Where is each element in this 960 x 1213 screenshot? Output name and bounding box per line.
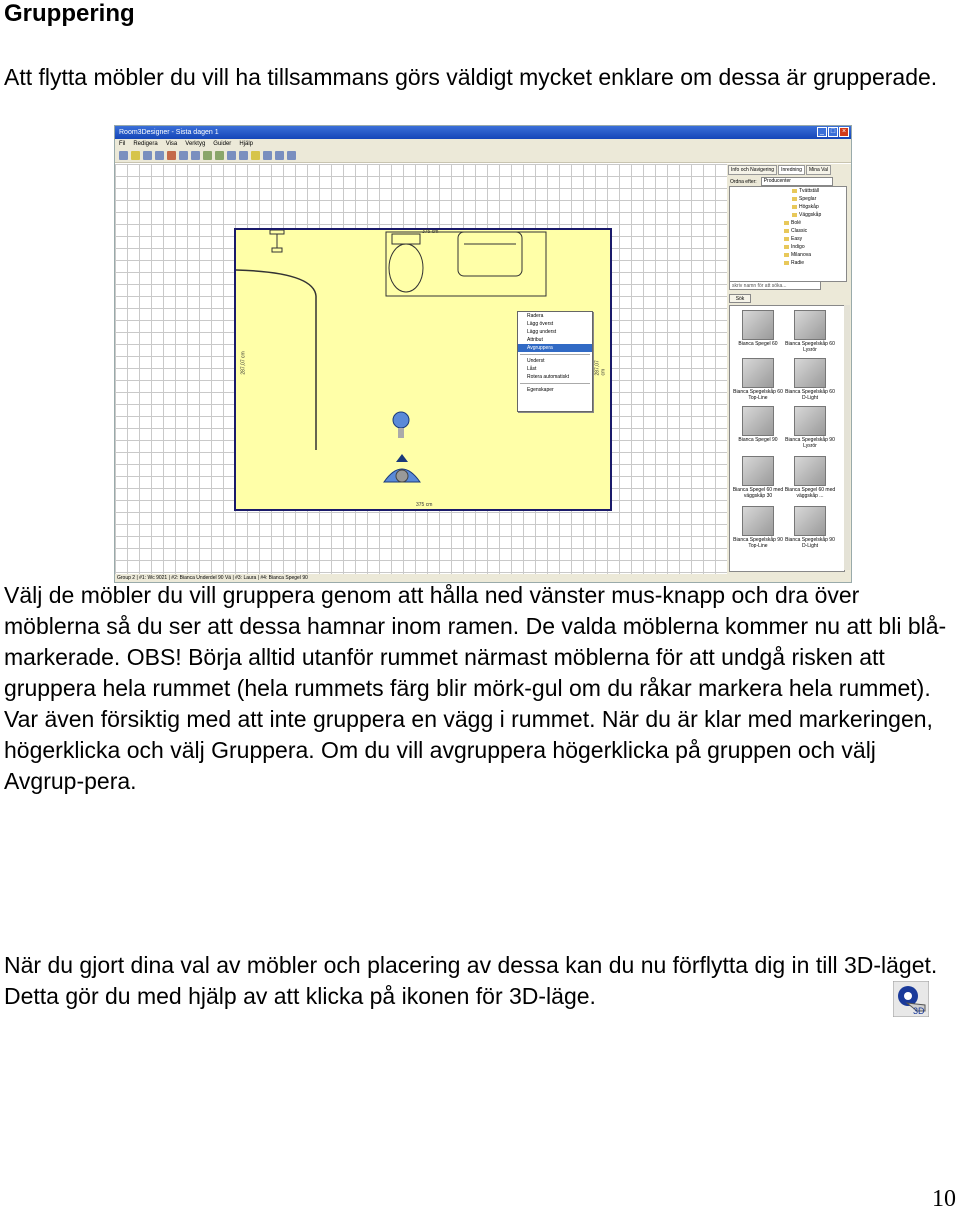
- menu-separator: [520, 354, 590, 355]
- category-tree: [729, 186, 847, 282]
- tab-info[interactable]: Info och Navigering: [728, 165, 777, 175]
- svg-text:3D: 3D: [913, 1006, 925, 1016]
- menu-item-auto-rotate[interactable]: Rotera automatiskt: [527, 374, 569, 380]
- help-icon: [287, 151, 296, 160]
- product-thumbnail: [794, 506, 826, 536]
- 3d-mode-icon: [893, 981, 929, 1017]
- intro-paragraph: Att flytta möbler du vill ha tillsammans görs väldigt mycket enklare om dessa är grupperade.: [4, 64, 938, 90]
- tree-item[interactable]: Radie: [730, 259, 846, 267]
- menu-file: Fil: [119, 141, 126, 147]
- menu-item-locked[interactable]: Låst: [527, 366, 537, 372]
- tree-item[interactable]: Easy: [730, 235, 846, 243]
- dimension-left: 287,07 cm: [240, 351, 247, 375]
- tab-my-choices[interactable]: Mina Val: [806, 165, 831, 175]
- sort-select[interactable]: Producenter: [761, 177, 833, 186]
- product-thumbnail: [794, 310, 826, 340]
- dimension-top: 375 cm: [422, 229, 439, 235]
- product-item[interactable]: Bianca Spegelskåp 60 D-Light: [784, 358, 836, 401]
- redo-icon: [215, 151, 224, 160]
- menu-separator: [520, 383, 590, 384]
- new-icon: [119, 151, 128, 160]
- print-icon: [155, 151, 164, 160]
- product-thumbnail: [794, 358, 826, 388]
- product-thumbnail: [742, 506, 774, 536]
- paste-icon: [191, 151, 200, 160]
- 3d-icon: [275, 151, 284, 160]
- tree-item[interactable]: Väggskåp: [730, 211, 846, 219]
- window-title: Room3Designer - Sista dagen 1: [119, 129, 219, 136]
- status-bar: Group 2 | #1: Wc 9021 | #2: Bianca Underdel 90 Vä | #3: Laura | #4: Bianca Spegel 90: [115, 574, 851, 582]
- product-thumbnail: [794, 456, 826, 486]
- product-item[interactable]: Bianca Spegelskåp 60 Lysrör: [784, 310, 836, 353]
- product-item[interactable]: Bianca Spegelskåp 90 Top-Line: [732, 506, 784, 549]
- product-item[interactable]: Bianca Spegelskåp 90 D-Light: [784, 506, 836, 549]
- window-titlebar: [115, 126, 851, 139]
- product-item[interactable]: Bianca Spegel 60 med väggskåp ...: [784, 456, 836, 499]
- zoom-in-icon: [227, 151, 236, 160]
- menu-item-ungroup[interactable]: Avgruppera: [518, 344, 592, 352]
- context-menu: [517, 311, 593, 412]
- floor-plan-canvas: [115, 164, 727, 574]
- menu-edit: Redigera: [133, 141, 158, 147]
- copy-icon: [179, 151, 188, 160]
- dimension-right: 287,07 cm: [594, 360, 607, 376]
- tree-item[interactable]: Indigo: [730, 243, 846, 251]
- tree-item[interactable]: Classic: [730, 227, 846, 235]
- search-input[interactable]: skriv namn för att söka...: [729, 281, 821, 290]
- product-item[interactable]: Bianca Spegelskåp 90 Lysrör: [784, 406, 836, 449]
- page-number: 10: [932, 1186, 956, 1212]
- open-icon: [131, 151, 140, 160]
- tab-furnishing[interactable]: Inredning: [778, 165, 805, 175]
- app-screenshot: [114, 125, 852, 583]
- menu-item-delete[interactable]: Radera: [527, 313, 544, 319]
- undo-icon: [203, 151, 212, 160]
- menu-item-bottom[interactable]: Underst: [527, 358, 545, 364]
- product-thumbnail: [742, 358, 774, 388]
- product-item[interactable]: Bianca Spegel 90: [732, 406, 784, 443]
- menu-view: Visa: [165, 141, 178, 147]
- product-item[interactable]: Bianca Spegel 60 med väggskåp 30: [732, 456, 784, 499]
- product-thumbnail: [742, 456, 774, 486]
- tree-item[interactable]: Tvättställ: [730, 187, 846, 195]
- menu-bar: [115, 139, 852, 149]
- grid-icon: [263, 151, 272, 160]
- tree-item[interactable]: Speglar: [730, 195, 846, 203]
- menu-tools: Verktyg: [185, 141, 206, 147]
- product-list: [729, 305, 845, 572]
- light-icon: [251, 151, 260, 160]
- 3d-paragraph: När du gjort dina val av möbler och placering av dessa kan du nu förflytta dig in till 3D-läget. Detta gör du med hjälp av att klicka på ikonen för 3D-läge.: [4, 952, 938, 1009]
- close-icon: ×: [839, 127, 849, 137]
- search-button[interactable]: Sök: [729, 294, 751, 303]
- minimize-icon: _: [817, 127, 827, 137]
- product-item[interactable]: Bianca Spegelskåp 60 Top-Line: [732, 358, 784, 401]
- zoom-out-icon: [239, 151, 248, 160]
- menu-item-send-back[interactable]: Lägg underst: [527, 329, 557, 335]
- menu-guides: Guider: [213, 141, 232, 147]
- side-panel: [727, 164, 851, 574]
- product-scrollbar[interactable]: [844, 305, 850, 570]
- save-icon: [143, 151, 152, 160]
- product-item[interactable]: Bianca Spegel 60: [732, 310, 784, 347]
- product-thumbnail: [794, 406, 826, 436]
- section-heading: Gruppering: [4, 0, 135, 27]
- product-thumbnail: [742, 406, 774, 436]
- cut-icon: [167, 151, 176, 160]
- tree-item[interactable]: Bolé: [730, 219, 846, 227]
- tree-item[interactable]: Milanova: [730, 251, 846, 259]
- instruction-paragraph: Välj de möbler du vill gruppera genom att hålla ned vänster mus-knapp och dra över möblerna så du ser att dessa hamnar inom ramen. De valda möblerna kommer nu att bli blå-markerade. OBS! Börja alltid utanför rummet närmast möblerna för att undgå risken att gruppera hela rummet (hela rummets färg blir mörk-gul om du råkar markera hela rummet). Var även försiktig med att inte gruppera en vägg i rummet. När du är klar med markeringen, högerklicka och välj Gruppera. Om du vill avgruppera högerklicka på gruppen och välj Avgrup-pera.: [4, 582, 947, 794]
- menu-help: Hjälp: [239, 141, 253, 147]
- tree-item[interactable]: Högskåp: [730, 203, 846, 211]
- dimension-bottom: 375 cm: [416, 502, 433, 508]
- product-thumbnail: [742, 310, 774, 340]
- menu-item-attributes[interactable]: Attribut: [527, 337, 543, 343]
- menu-item-bring-front[interactable]: Lägg överst: [527, 321, 554, 327]
- maximize-icon: □: [828, 127, 838, 137]
- menu-item-properties[interactable]: Egenskaper: [527, 387, 554, 393]
- sort-label: Ordna efter:: [730, 178, 757, 185]
- toolbar: [115, 149, 851, 163]
